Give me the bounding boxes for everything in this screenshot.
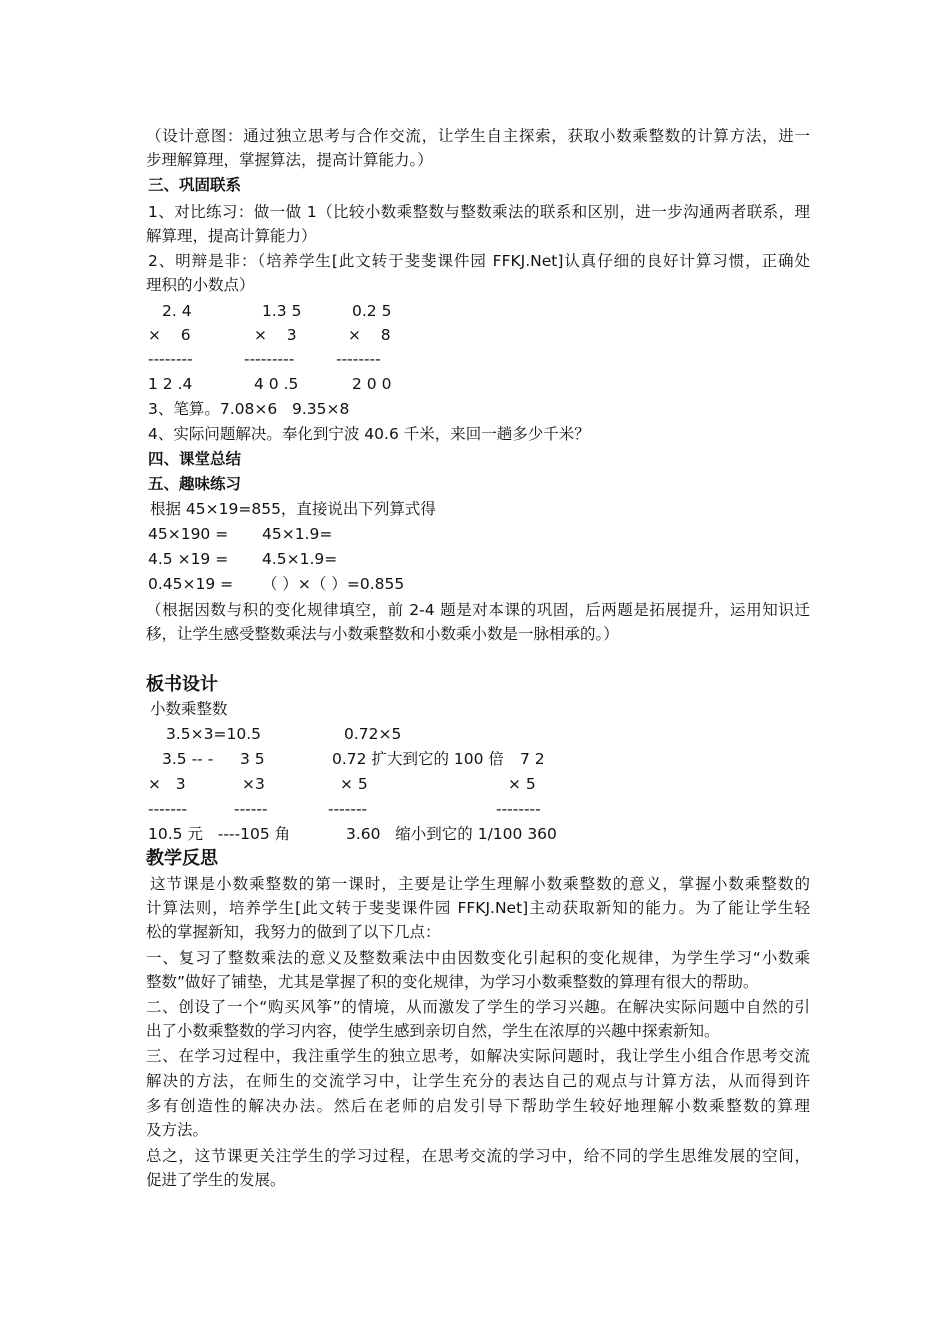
design-intent-line-2: 步理解算理，掌握算法，提高计算能力。） [146,151,433,169]
reflection-line-6: 二、创设了一个“购买风筝”的情境，从而激发了学生的学习兴趣。在解决实际问题中自然的引 [146,998,810,1016]
reflection-line-4: 一、复习了整数乘法的意义及整数乘法中由因数变化引起积的变化规律，为学生学习“小数乘 [146,949,810,967]
reflection-line-3: 松的掌握新知，我努力的做到了以下几点： [146,923,441,941]
board-r2-d: 7 2 [520,750,545,768]
section-4-title: 四、课堂总结 [148,450,242,468]
fun-row-1-right: 45×1.9= [262,525,333,543]
reflection-line-2: 计算法则，培养学生[此文转于斐斐课件园 FFKJ.Net]主动获取新知的能力。为了能让学生轻 [146,899,810,917]
calc-3-result: 2 0 0 [352,375,392,393]
exercise-1-line-2: 解算理，提高计算能力） [146,227,317,245]
board-r4-d: -------- [496,800,541,818]
fun-intro: 根据 45×19=855，直接说出下列算式得 [150,500,436,518]
calc-2-result: 4 0 .5 [254,375,299,393]
board-r2-b: 3 5 [240,750,265,768]
board-r3-d: × 5 [508,775,536,793]
fun-note-line-1: （根据因数与积的变化规律填空，前 2-4 题是对本课的巩固，后两题是拓展提升，运用知识迁 [146,601,810,619]
reflection-line-8: 三、在学习过程中，我注重学生的独立思考，如解决实际问题时，我让学生小组合作思考交流 [146,1047,810,1065]
fun-row-1-left: 45×190 = [148,525,229,543]
fun-note-line-2: 移，让学生感受整数乘法与小数乘整数和小数乘小数是一脉相承的。） [146,625,619,643]
board-r1-b: 0.72×5 [344,725,402,743]
reflection-line-5: 整数”做好了铺垫，尤其是掌握了积的变化规律，为学习小数乘整数的算理有很大的帮助。 [146,973,759,991]
calc-3-multiplier: × 8 [348,326,391,344]
fun-row-3-right: （ ）×（ ）=0.855 [262,575,405,593]
board-r3-a: × 3 [148,775,186,793]
exercise-4: 4、实际问题解决。奉化到宁波 40.6 千米，来回一趟多少千米？ [148,425,590,443]
board-r5-a: 10.5 元 ----105 角 [148,825,291,843]
calc-1-result: 1 2 .4 [148,375,193,393]
section-5-title: 五、趣味练习 [148,475,242,493]
fun-row-2-left: 4.5 ×19 = [148,550,229,568]
reflection-line-11: 及方法。 [146,1121,209,1139]
board-r4-c: ------- [328,800,368,818]
reflection-title: 教学反思 [146,848,218,869]
board-r4-a: ------- [148,800,188,818]
design-intent-line-1: （设计意图：通过独立思考与合作交流，让学生自主探索，获取小数乘整数的计算方法，进一 [146,127,810,145]
calc-3-top: 0.2 5 [352,302,392,320]
board-r1-a: 3.5×3=10.5 [166,725,261,743]
calc-1-rule: -------- [148,350,193,368]
exercise-3: 3、笔算。7.08×6 9.35×8 [148,400,350,418]
board-r5-b: 3.60 缩小到它的 1/100 360 [346,825,557,843]
section-3-title: 三、巩固联系 [148,176,242,194]
calc-1-top: 2. 4 [162,302,192,320]
calc-2-top: 1.3 5 [262,302,302,320]
board-subtitle: 小数乘整数 [150,700,228,718]
calc-2-multiplier: × 3 [254,326,297,344]
reflection-line-10: 多有创造性的解决办法。然后在老师的启发引导下帮助学生较好地理解小数乘整数的算理 [146,1097,810,1115]
board-r2-c: 0.72 扩大到它的 100 倍 [332,750,504,768]
fun-row-2-right: 4.5×1.9= [262,550,338,568]
board-r4-b: ------ [234,800,268,818]
fun-row-3-left: 0.45×19 = [148,575,234,593]
reflection-line-12: 总之，这节课更关注学生的学习过程，在思考交流的学习中，给不同的学生思维发展的空间， [146,1147,810,1165]
exercise-1-line-1: 1、对比练习：做一做 1（比较小数乘整数与整数乘法的联系和区别，进一步沟通两者联系，理 [148,203,810,221]
exercise-2-line-1: 2、明辩是非：（培养学生[此文转于斐斐课件园 FFKJ.Net]认真仔细的良好计算习惯，正确处 [148,252,810,270]
reflection-line-1: 这节课是小数乘整数的第一课时，主要是让学生理解小数乘整数的意义，掌握小数乘整数的 [150,875,810,893]
reflection-line-9: 解决的方法，在师生的交流学习中，让学生充分的表达自己的观点与计算方法，从而得到许 [146,1072,810,1090]
board-r3-c: × 5 [340,775,368,793]
calc-3-rule: -------- [336,350,381,368]
calc-2-rule: --------- [244,350,295,368]
board-design-title: 板书设计 [146,674,218,695]
exercise-2-line-2: 理积的小数点） [146,276,255,294]
board-r3-b: ×3 [242,775,265,793]
reflection-line-13: 促进了学生的发展。 [146,1171,286,1189]
calc-1-multiplier: × 6 [148,326,191,344]
reflection-line-7: 出了小数乘整数的学习内容，使学生感到亲切自然，学生在浓厚的兴趣中探索新知。 [146,1022,720,1040]
board-r2-a: 3.5 -- - [162,750,214,768]
